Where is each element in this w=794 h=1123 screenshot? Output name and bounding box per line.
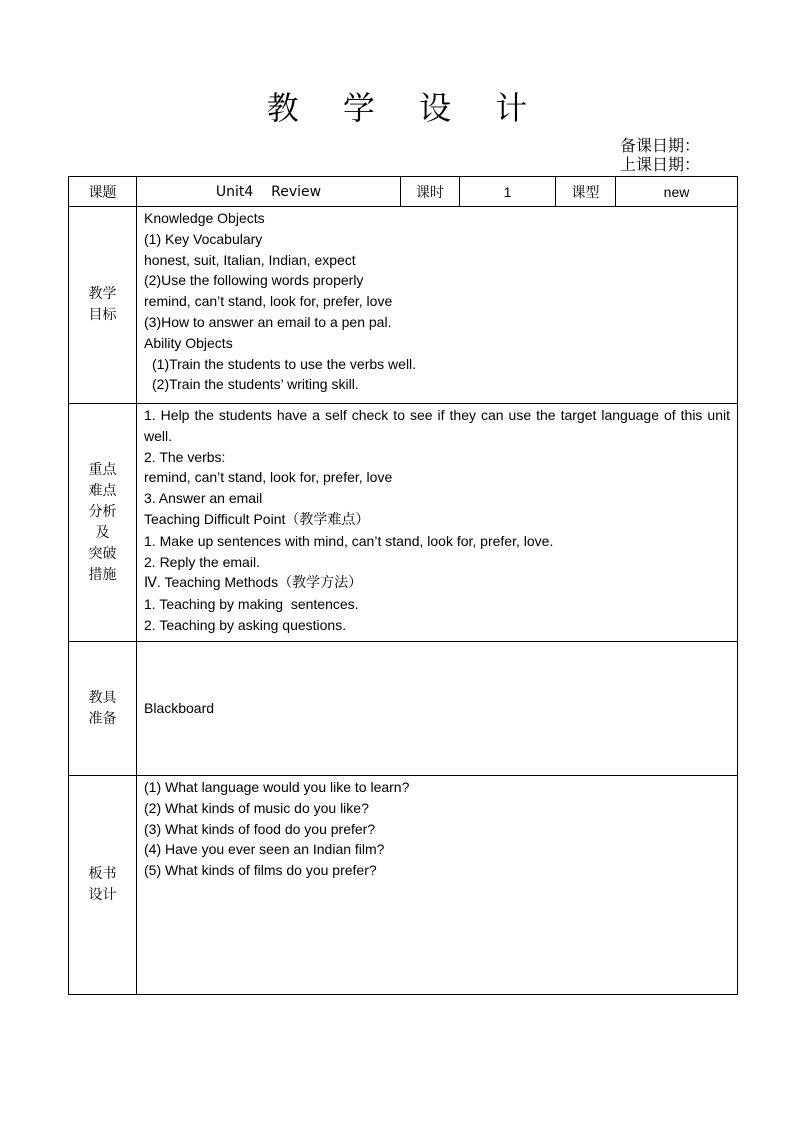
type-value: new <box>616 177 738 207</box>
board-row <box>69 776 738 995</box>
prep-date-label: 备课日期： <box>619 136 700 155</box>
tools-content: Blackboard <box>137 642 738 776</box>
tools-label: 教具 准备 <box>69 642 137 776</box>
key-point-line: 1. Make up sentences with mind, can’t stand, look for, prefer, love. <box>144 532 554 549</box>
key-point-line: 3. Answer an email <box>144 490 263 507</box>
board-question: (4) Have you ever seen an Indian film? <box>144 841 385 858</box>
objectives-line: (1) Key Vocabulary <box>144 230 263 247</box>
objectives-line: Knowledge Objects <box>144 210 265 226</box>
board-question: (5) What kinds of films do you prefer? <box>144 862 377 879</box>
header-row <box>69 177 738 207</box>
objectives-line: honest, suit, Italian, Indian, expect <box>144 251 356 268</box>
date-block <box>620 136 700 174</box>
topic-label: 课题 <box>69 177 137 207</box>
key-point-line: 2. Teaching by asking questions. <box>144 616 347 633</box>
board-question: (2) What kinds of music do you like? <box>144 799 369 816</box>
key-point-line: remind, can’t stand, look for, prefer, love <box>144 469 393 486</box>
objectives-line: Ability Objects <box>144 334 233 351</box>
type-label: 课型 <box>556 177 616 207</box>
key-point-line: 1. Teaching by making sentences. <box>144 596 359 613</box>
key-points-row <box>69 404 738 642</box>
board-label: 板书 设计 <box>69 776 137 995</box>
key-points-content <box>137 404 738 642</box>
objectives-line: (3)How to answer an email to a pen pal. <box>144 313 392 330</box>
board-question: (3) What kinds of food do you prefer? <box>144 820 376 837</box>
objectives-row <box>69 207 738 404</box>
objectives-line: (2)Use the following words properly <box>144 272 364 289</box>
class-date-label: 上课日期： <box>619 155 700 174</box>
board-question: (1) What language would you like to learn? <box>144 779 410 795</box>
methods-heading: Ⅳ. Teaching Methods（教学方法） <box>144 574 363 592</box>
period-label: 课时 <box>401 177 460 207</box>
tools-row <box>69 642 738 776</box>
page-title: 教 学 设 计 <box>266 89 545 127</box>
objectives-line: (1)Train the students to use the verbs well. <box>152 355 417 372</box>
key-points-label: 重点 难点 分析 及 突破 措施 <box>69 404 137 642</box>
key-point-line: 2. Reply the email. <box>144 553 260 570</box>
topic-value: Unit4 Review <box>137 177 401 207</box>
lesson-plan-table <box>68 176 738 995</box>
objectives-line: remind, can’t stand, look for, prefer, love <box>144 293 393 310</box>
key-point-line: 2. The verbs: <box>144 448 226 465</box>
objectives-content <box>137 207 738 404</box>
difficult-point-heading: Teaching Difficult Point（教学难点） <box>144 510 370 528</box>
period-value: 1 <box>460 177 556 207</box>
objectives-label: 教学 目标 <box>69 207 137 404</box>
key-point-line: 1. Help the students have a self check to see if they can use the target language of this unit well. <box>144 407 730 444</box>
board-content <box>137 776 738 995</box>
objectives-line: (2)Train the students’ writing skill. <box>152 376 359 393</box>
